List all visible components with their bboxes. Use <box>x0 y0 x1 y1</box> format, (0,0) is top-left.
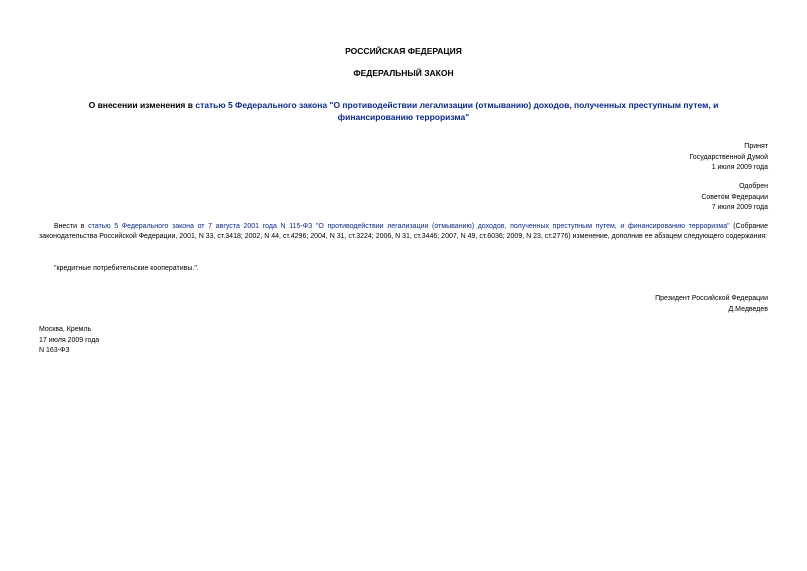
signature-block <box>655 294 768 315</box>
adopted-label: Принят <box>744 143 768 150</box>
amendment-rest: (Собрание законодательства Российской Федерации, 2001, N 33, ст.3418; 2002, N 44, ст.4296; 2004, N 31, ст.3224; 2006, N 31, ст.3446; 2007, N 49, ст.6036; 2009, N 23, ст.2776) изменение, дополнив ее абзацем следующего содержания: <box>39 223 768 240</box>
footer-date: 17 июля 2009 года <box>39 336 100 344</box>
footer-number: N 163-ФЗ <box>39 347 70 354</box>
amendment-paragraph <box>39 222 768 242</box>
approved-label: Одобрен <box>739 183 768 190</box>
adopted-date: 1 июля 2009 года <box>711 164 768 171</box>
signature-title: Президент Российской Федерации <box>655 295 768 302</box>
law-title <box>60 99 747 123</box>
adopted-body: Государственной Думой <box>689 153 768 161</box>
approved-block <box>701 182 768 214</box>
law-title-link[interactable]: статью 5 Федерального закона "О противодействии легализации (отмыванию) доходов, полученных преступным путем, и финансированию терроризма" <box>195 100 719 122</box>
law-title-prefix: О внесении изменения в <box>88 100 196 110</box>
footer-block <box>39 325 99 357</box>
adopted-block <box>689 142 768 174</box>
country-heading: РОССИЙСКАЯ ФЕДЕРАЦИЯ <box>345 46 462 56</box>
approved-date: 7 июля 2009 года <box>711 204 768 211</box>
footer-place: Москва, Кремль <box>39 326 92 333</box>
signature-name: Д.Медведев <box>728 305 768 313</box>
amendment-quote: "кредитные потребительские кооперативы.". <box>54 265 199 272</box>
amendment-law-link[interactable]: статью 5 Федерального закона от 7 августа 2001 года N 115-ФЗ "О противодействии легализации (отмыванию) доходов, полученных преступным путем, и финансированию терроризма" <box>88 223 730 230</box>
doc-type-heading: ФЕДЕРАЛЬНЫЙ ЗАКОН <box>353 68 454 78</box>
amendment-intro: Внести в <box>54 223 89 230</box>
approved-body: Советом Федерации <box>701 193 768 201</box>
